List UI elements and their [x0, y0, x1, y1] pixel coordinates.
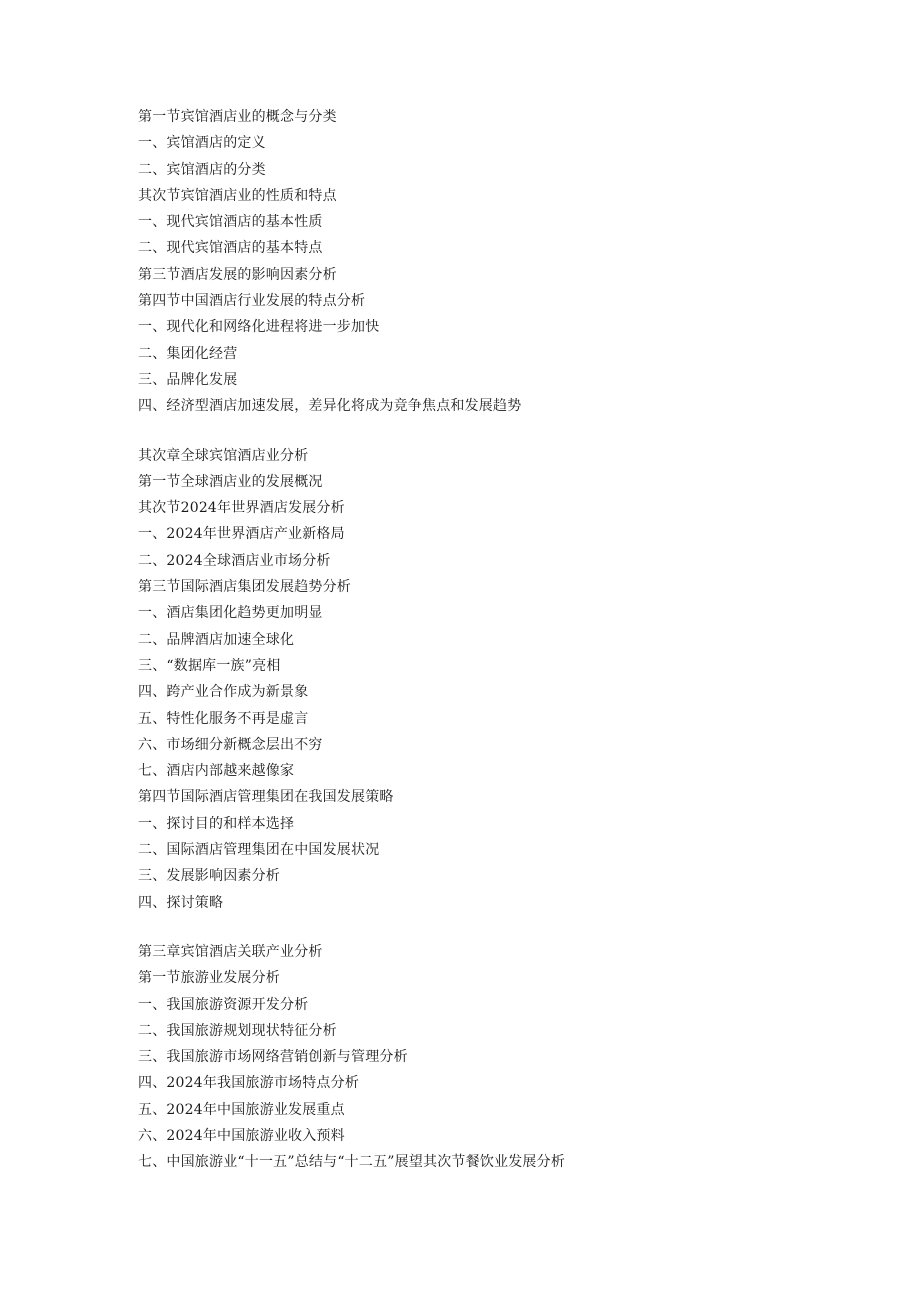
- toc-line: 其次节2024年世界酒店发展分析: [138, 500, 345, 517]
- toc-line: 四、探讨策略: [138, 894, 224, 911]
- toc-line: 七、中国旅游业“十一五”总结与“十二五”展望其次节餐饮业发展分析: [138, 1154, 566, 1171]
- document-page: [138, 104, 878, 1176]
- toc-line: 一、我国旅游资源开发分析: [138, 996, 309, 1013]
- section-chapter-1: [138, 104, 878, 420]
- chapter-heading: 第三章宾馆酒店关联产业分析: [138, 943, 323, 960]
- toc-line: 一、现代化和网络化进程将进一步加快: [138, 319, 380, 336]
- toc-line: 二、集团化经营: [138, 345, 238, 362]
- toc-line: 其次节宾馆酒店业的性质和特点: [138, 187, 337, 204]
- toc-line: 四、跨产业合作成为新景象: [138, 684, 309, 701]
- toc-line: 三、“数据库一族”亮相: [138, 657, 281, 674]
- toc-line: 二、我国旅游规划现状特征分析: [138, 1022, 337, 1039]
- toc-line: 第四节国际酒店管理集团在我国发展策略: [138, 789, 394, 806]
- toc-line: 二、宾馆酒店的分类: [138, 161, 266, 178]
- toc-line: 二、现代宾馆酒店的基本特点: [138, 240, 323, 257]
- toc-line: 一、酒店集团化趋势更加明显: [138, 605, 323, 622]
- toc-line: 三、发展影响因素分析: [138, 868, 280, 885]
- toc-line: 三、我国旅游市场网络营销创新与管理分析: [138, 1049, 408, 1066]
- toc-line: 第一节宾馆酒店业的概念与分类: [138, 109, 337, 125]
- toc-line: 二、品牌酒店加速全球化: [138, 631, 295, 648]
- toc-line: 四、2024年我国旅游市场特点分析: [138, 1075, 360, 1092]
- toc-line: 第一节旅游业发展分析: [138, 970, 280, 987]
- toc-line: 三、品牌化发展: [138, 371, 238, 388]
- toc-line: 第一节全球酒店业的发展概况: [138, 473, 323, 490]
- toc-line: 二、2024全球酒店业市场分析: [138, 552, 331, 569]
- section-chapter-3: [138, 939, 878, 1176]
- toc-line: 一、探讨目的和样本选择: [138, 815, 295, 832]
- toc-line: 一、2024年世界酒店产业新格局: [138, 526, 345, 543]
- toc-line: 四、经济型酒店加速发展，差异化将成为竞争焦点和发展趋势: [138, 398, 522, 415]
- toc-line: 二、国际酒店管理集团在中国发展状况: [138, 842, 380, 859]
- toc-line: 七、酒店内部越来越像家: [138, 763, 295, 780]
- toc-line: 六、2024年中国旅游业收入预料: [138, 1127, 345, 1144]
- toc-line: 一、现代宾馆酒店的基本性质: [138, 214, 323, 231]
- toc-line: 六、市场细分新概念层出不穷: [138, 736, 323, 753]
- section-chapter-2: [138, 443, 878, 916]
- toc-line: 五、特性化服务不再是虚言: [138, 710, 309, 727]
- toc-line: 五、2024年中国旅游业发展重点: [138, 1101, 345, 1118]
- chapter-heading: 其次章全球宾馆酒店业分析: [138, 447, 309, 464]
- toc-line: 一、宾馆酒店的定义: [138, 135, 266, 152]
- toc-line: 第四节中国酒店行业发展的特点分析: [138, 293, 366, 310]
- toc-line: 第三节酒店发展的影响因素分析: [138, 266, 337, 283]
- toc-line: 第三节国际酒店集团发展趋势分析: [138, 579, 351, 596]
